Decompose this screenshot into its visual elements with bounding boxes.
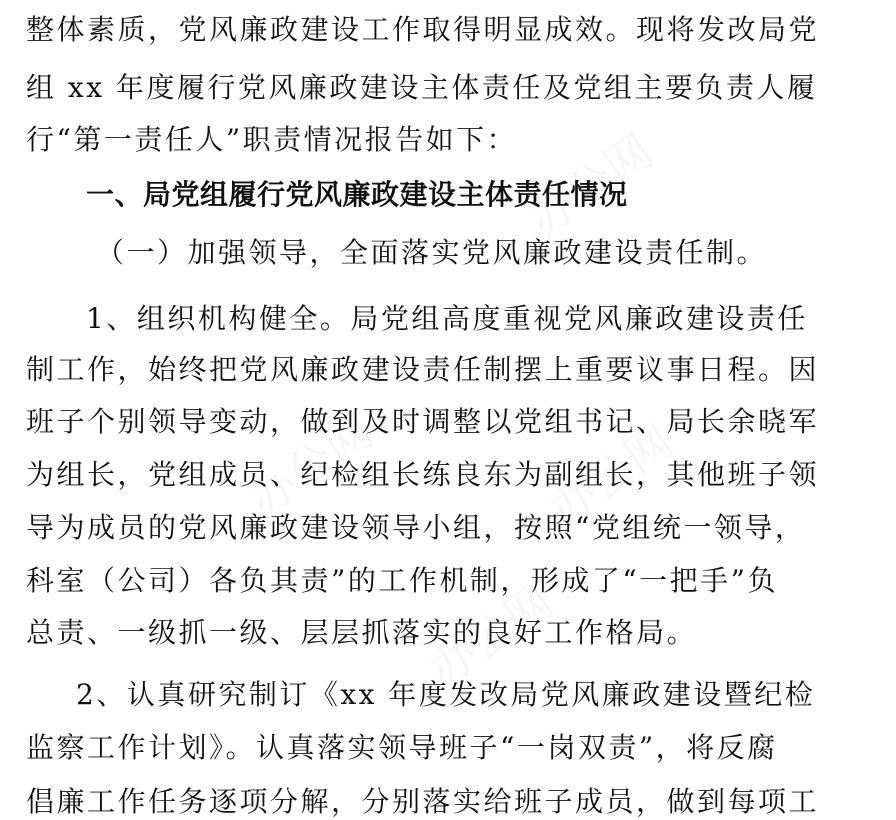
body-line: 行“第一责任人”职责情况报告如下： — [26, 123, 518, 156]
subsection-heading: （一）加强领导，全面落实党风廉政建设责任制。 — [96, 236, 768, 269]
body-line: 制工作，始终把党风廉政建设责任制摆上重要议事日程。因 — [26, 353, 820, 386]
body-line: 组 xx 年度履行党风廉政建设主体责任及党组主要负责人履 — [26, 71, 818, 104]
body-line: 整体素质，党风廉政建设工作取得明显成效。现将发改局党 — [26, 13, 820, 46]
body-line: 倡廉工作任务逐项分解，分别落实给班子成员，做到每项工 — [26, 785, 820, 818]
body-line: 班子个别领导变动，做到及时调整以党组书记、局长余晓军 — [26, 405, 820, 438]
watermark-1: 办公网 — [518, 123, 663, 248]
body-line: 监察工作计划》。认真落实领导班子“一岗双责”，将反腐 — [26, 731, 778, 764]
body-line: 为组长，党组成员、纪检组长练良东为副组长，其他班子领 — [26, 458, 820, 491]
watermark-4: 办公网 — [418, 573, 563, 698]
watermark-3: 办公网 — [538, 413, 683, 538]
body-line: 2、认真研究制订《xx 年度发改局党风廉政建设暨纪检 — [76, 678, 816, 711]
section-heading: 一、局党组履行党风廉政建设主体责任情况 — [86, 178, 628, 211]
body-line: 导为成员的党风廉政建设领导小组，按照“党组统一领导， — [26, 511, 806, 544]
body-line: 总责、一级抓一级、层层抓落实的良好工作格局。 — [26, 616, 698, 649]
body-line: 科室（公司）各负其责”的工作机制，形成了“一把手”负 — [26, 564, 778, 597]
body-line: 1、组织机构健全。局党组高度重视党风廉政建设责任 — [86, 302, 808, 335]
watermark-2: 办公网 — [238, 403, 383, 528]
